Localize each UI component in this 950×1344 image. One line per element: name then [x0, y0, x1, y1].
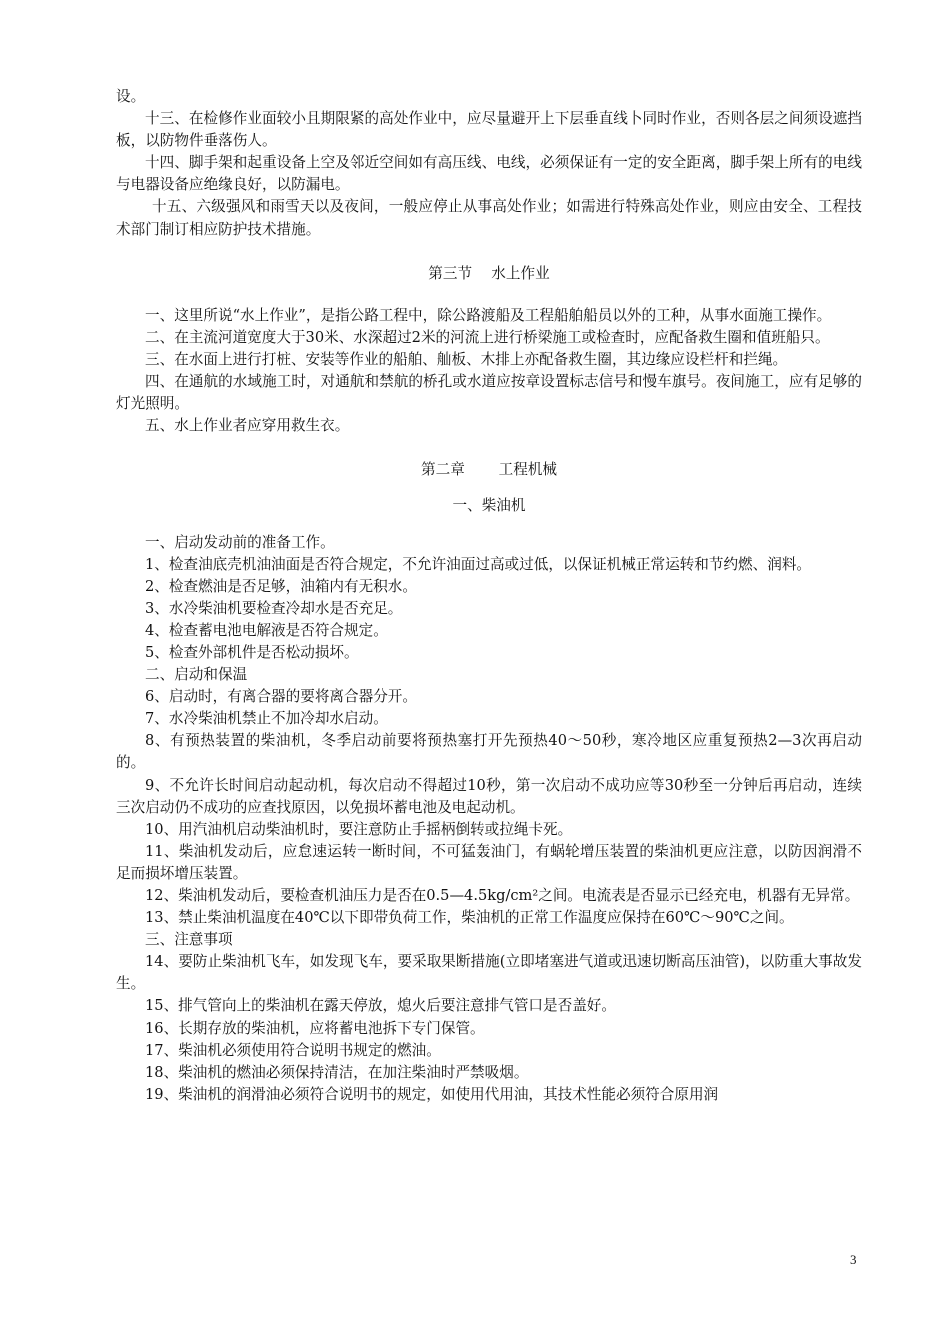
page-number: 3 — [850, 1252, 857, 1267]
paragraph: 9、不允许长时间启动起动机，每次启动不得超过10秒，第一次启动不成功应等30秒至一分钟后再启动，连续三次启动仍不成功的应查找原因，以免损坏蓄电池及电起动机。 — [116, 776, 862, 816]
paragraph: 7、水冷柴油机禁止不加冷却水启动。 — [145, 710, 388, 728]
paragraph: 1、检查油底壳机油油面是否符合规定，不允许油面过高或过低，以保证机械正常运转和节约燃、润料。 — [145, 555, 812, 573]
paragraph: 二、在主流河道宽度大于30米、水深超过2米的河流上进行桥梁施工或检查时，应配备救生圈和值班船只。 — [145, 328, 830, 346]
subsection-heading: 一、柴油机 — [452, 497, 526, 515]
paragraph: 5、检查外部机件是否松动损坏。 — [145, 643, 359, 661]
paragraph: 3、水冷柴油机要检查冷却水是否充足。 — [145, 599, 403, 617]
paragraph: 二、启动和保温 — [145, 666, 248, 684]
paragraph: 13、禁止柴油机温度在40℃以下即带负荷工作，柴油机的正常工作温度应保持在60℃～90℃之间。 — [145, 909, 794, 927]
paragraph: 三、注意事项 — [145, 931, 233, 949]
section-heading: 第三节 水上作业 — [428, 264, 550, 282]
paragraph: 12、柴油机发动后，要检查机油压力是否在0.5—4.5kg/cm²之间。电流表是否显示已经充电，机器有无异常。 — [145, 887, 860, 904]
paragraph: 十四、脚手架和起重设备上空及邻近空间如有高压线、电线，必须保证有一定的安全距离，脚手架上所有的电线与电器设备应绝缘良好，以防漏电。 — [116, 154, 862, 194]
paragraph: 11、柴油机发动后，应怠速运转一断时间，不可猛轰油门，有蜗轮增压装置的柴油机更应注意，以防因润滑不足而损坏增压装置。 — [116, 842, 862, 882]
paragraph: 四、在通航的水域施工时，对通航和禁航的桥孔或水道应按章设置标志信号和慢车旗号。夜间施工，应有足够的灯光照明。 — [116, 373, 862, 413]
paragraph: 2、检查燃油是否足够，油箱内有无积水。 — [145, 577, 417, 595]
paragraph: 十三、在检修作业面较小且期限紧的高处作业中，应尽量避开上下层垂直线卜同时作业，否则各层之间须设遮挡板，以防物件垂落伤人。 — [116, 110, 862, 150]
paragraph: 6、启动时，有离合器的要将离合器分开。 — [145, 688, 417, 706]
paragraph: 18、柴油机的燃油必须保持清洁，在加注柴油时严禁吸烟。 — [145, 1063, 529, 1081]
paragraph: 8、有预热装置的柴油机，冬季启动前要将预热塞打开先预热40～50秒，寒冷地区应重复预热2—3次再启动的。 — [116, 732, 862, 772]
paragraph: 15、排气管向上的柴油机在露天停放，熄火后要注意排气管口是否盖好。 — [145, 997, 616, 1015]
chapter-heading: 第二章 工程机械 — [421, 461, 557, 479]
paragraph: 三、在水面上进行打桩、安装等作业的船舶、舢板、木排上亦配备救生圈，其边缘应设栏杆和拦绳。 — [145, 350, 788, 368]
paragraph: 14、要防止柴油机飞车，如发现飞车，要采取果断措施(立即堵塞进气道或迅速切断高压油管)，以防重大事故发生。 — [116, 953, 862, 993]
paragraph: 十五、六级强风和雨雪天以及夜间，一般应停止从事高处作业；如需进行特殊高处作业，则应由安全、工程技术部门制订相应防护技术措施。 — [116, 198, 862, 238]
paragraph: 17、柴油机必须使用符合说明书规定的燃油。 — [145, 1041, 441, 1059]
paragraph: 16、长期存放的柴油机，应将蓄电池拆下专门保管。 — [145, 1019, 485, 1037]
paragraph: 10、用汽油机启动柴油机时，要注意防止手摇柄倒转或拉绳卡死。 — [145, 820, 573, 838]
paragraph: 设。 — [116, 88, 146, 105]
paragraph: 4、检查蓄电池电解液是否符合规定。 — [145, 621, 388, 639]
paragraph: 一、启动发动前的准备工作。 — [145, 533, 335, 551]
document-page — [116, 86, 862, 1106]
paragraph: 一、这里所说“水上作业”，是指公路工程中，除公路渡船及工程船舶船员以外的工种，从事水面施工操作。 — [145, 306, 832, 324]
paragraph: 19、柴油机的润滑油必须符合说明书的规定，如使用代用油，其技术性能必须符合原用润 — [145, 1085, 719, 1103]
paragraph: 五、水上作业者应穿用救生衣。 — [145, 417, 350, 435]
